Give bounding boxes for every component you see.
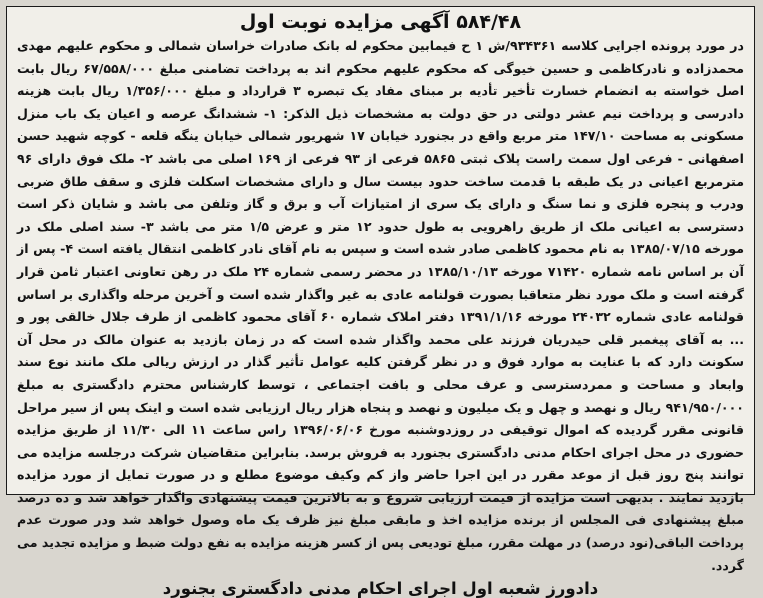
notice-title: ۵۸۴/۴۸ آگهی مزایده نوبت اول: [239, 11, 522, 33]
notice-body-text: در مورد پرونده اجرایی کلاسه ۹۳۴۳۶۱/ش ۱ ح فیمابین محکوم له بانک صادرات خراسان شمالی و محکوم علیهم مهدی محمدزاده و نادرکاظمی و حسین خیوگی که محکوم علیهم محکوم اند به پرداخت تضامنی مبلغ ۶۷/۵۵۸/۰۰۰ ریال بابت اصل خواسته به انضمام خسارت تأخیر تأدیه بر مبنای مفاد یک تبصره ۳ قرارداد و مبلغ ۱/۳۵۶/۰۰۰ ریال بابت هزینه دادرسی و پرداخت نیم عشر دولتی در حق دولت به مشخصات ذیل الذکر: ۱- ششدانگ عرصه و اعیان یک باب منزل مسکونی به مساحت ۱۴۷/۱۰ متر مربع واقع در بجنورد خیابان ۱۷ شهریور شمالی خیابان ینگه قلعه - کوچه شهید حسن اصفهانی - فرعی اول سمت راست پلاک ثبتی ۵۸۶۵ فرعی از ۹۳ فرعی از ۱۶۹ اصلی می باشد ۲- ملک فوق دارای ۹۶ مترمربع اعیانی در یک طبقه با قدمت ساخت حدود بیست سال و دارای مشخصات اسکلت فلزی و سقف طاق ضربی ودرب و پنجره فلزی و نما سنگ و دارای یک سری از امتیازات آب و برق و گاز وتلفن می باشد و شایان ذکر است دسترسی به اعیانی ملک از طریق راهرویی به طول حدود ۱۲ متر و عرض ۱/۵ متر می باشد ۳- سند اصلی ملک در مورخه ۱۳۸۵/۰۷/۱۵ به نام محمود کاظمی صادر شده است و سپس به نام آقای نادر کاظمی انتقال یافته است ۴- پس از آن بر اساس نامه شماره ۷۱۴۲۰ مورخه ۱۳۸۵/۱۰/۱۳ در محضر رسمی شماره ۲۴ ملک در رهن تعاونی اعتبار ثامن قرار گرفته است و ملک مورد نظر متعاقبا بصورت قولنامه عادی به غیر واگذار شده است و آخرین مرحله واگذاری بر اساس قولنامه عادی شماره ۲۴۰۳۲ مورخه ۱۳۹۱/۱/۱۶ دفتر املاک شماره ۶۰ آقای محمود کاظمی از طرف جلال خالقی پور و ... به آقای پیغمبر قلی حیدریان فرزند علی محمد واگذار شده است که در زمان بازدید به عنوان مالک در محل آن سکونت دارد که با عنایت به موارد فوق و در نظر گرفتن کلیه عوامل تأثیر گذار در ارزش ریالی ملک مانند نوع سند وابعاد و مساحت و ممردسترسی و عرف محلی و بافت اجتماعی ، توسط کارشناس محترم دادگستری به مبلغ ۹۴۱/۹۵۰/۰۰۰ ریال و نهصد و چهل و یک میلیون و نهصد و پنجاه هزار ریال ارزیابی شده است و اینک پس از سیر مراحل قانونی مقرر گردیده که اموال توقیفی در روزدوشنبه مورخ ۱۳۹۶/۰۶/۰۶ راس ساعت ۱۱ الی ۱۱/۳۰ از طریق مزایده حضوری در محل اجرای احکام مدنی دادگستری بجنورد به فروش برسد. بنابراین متقاضیان شرکت درجلسه مزایده می توانند پنج روز قبل از موعد مقرر در این اجرا حاضر واز کم وکیف موضوع مطلع و در صورت تمایل از مورد مزایده بازدید نمایند . بدیهی است مزایده از قیمت ارزیابی شروع و به بالاترین قیمت پیشنهادی واگذار خواهد شد و ده درصد مبلغ پیشنهادی فی المجلس از برنده مزایده اخذ و مابقی مبلغ نیز ظرف یک ماه وصول خواهد شد ودر صورت عدم پرداخت الباقی(نود درصد) در مهلت مقرر، مبلغ تودیعی پس از کسر هزینه مزایده به نفع دولت ضبط و مزایده تجدید می گردد.: [17, 38, 745, 573]
notice-clipping: [6, 6, 755, 598]
notice-signature: دادورز شعبه اول اجرای احکام مدنی دادگستری بجنورد: [162, 579, 599, 598]
